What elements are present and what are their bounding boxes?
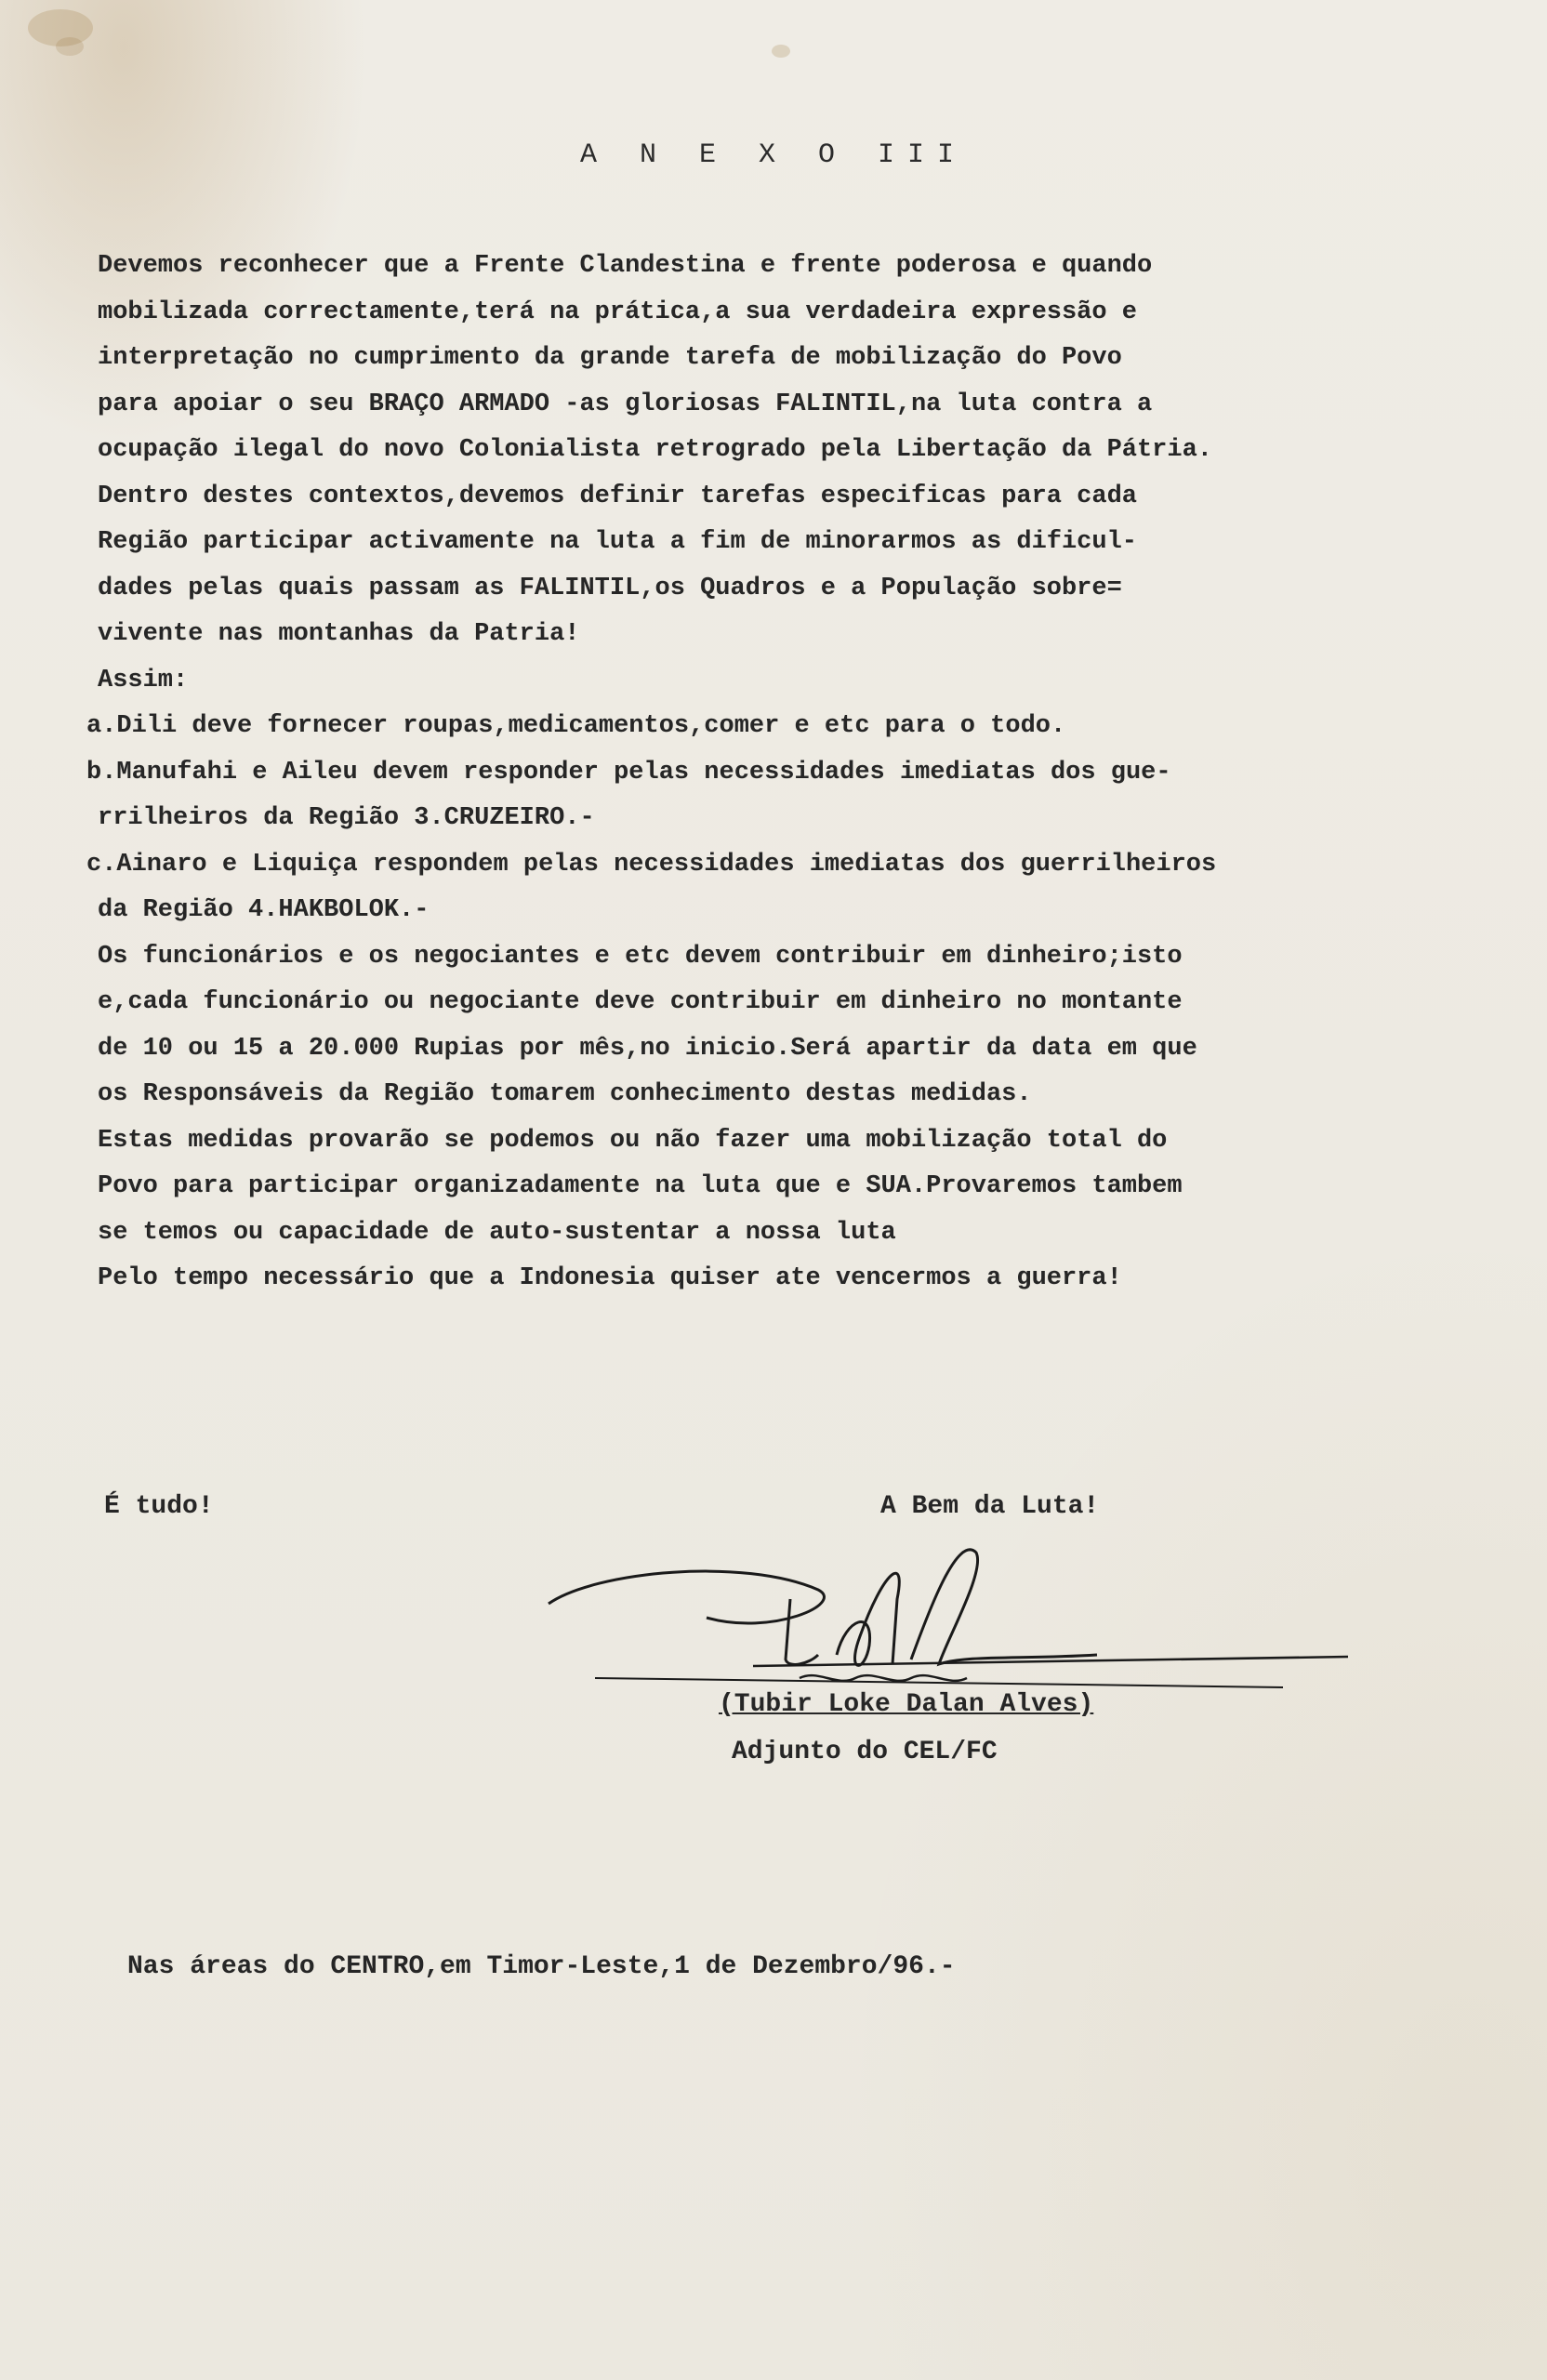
document-footer: Nas áreas do CENTRO,em Timor-Leste,1 de Dezembro/96.- [127, 1952, 956, 1981]
paragraph-line: dades pelas quais passam as FALINTIL,os Quadros e a População sobre= [98, 574, 1122, 602]
paragraph-line: Os funcionários e os negociantes e etc devem contribuir em dinheiro;isto [98, 942, 1183, 971]
list-marker: c. [86, 850, 117, 879]
document-body [86, 244, 1474, 1302]
paragraph-line: Assim: [98, 666, 189, 694]
paragraph-line: os Responsáveis da Região tomarem conhecimento destas medidas. [98, 1080, 1032, 1108]
handwritten-signature [539, 1515, 1357, 1701]
paragraph-line: interpretação no cumprimento da grande tarefa de mobilização do Povo [98, 344, 1122, 372]
signatory-name: (Tubir Loke Dalan Alves) [719, 1690, 1094, 1719]
list-item-continuation: rrilheiros da Região 3.CRUZEIRO.- [98, 804, 595, 832]
signatory-role: Adjunto do CEL/FC [732, 1738, 998, 1766]
list-item-text: Dili deve fornecer roupas,medicamentos,comer e etc para o todo. [116, 712, 1066, 740]
paragraph-line: Povo para participar organizadamente na luta que e SUA.Provaremos tambem [98, 1172, 1183, 1200]
list-item [86, 750, 1474, 797]
list-item [86, 704, 1474, 750]
paragraph-line: e,cada funcionário ou negociante deve contribuir em dinheiro no montante [98, 988, 1183, 1016]
paragraph-line: Estas medidas provarão se podemos ou não fazer uma mobilização total do [98, 1126, 1168, 1155]
page-title: A N E X O III [579, 139, 968, 171]
list-item [86, 842, 1474, 889]
stain-mark [772, 45, 790, 58]
paragraph-line: vivente nas montanhas da Patria! [98, 620, 580, 648]
paragraph-line: para apoiar o seu BRAÇO ARMADO -as gloriosas FALINTIL,na luta contra a [98, 390, 1153, 418]
sign-off-left: É tudo! [104, 1492, 214, 1521]
list-item-continuation: da Região 4.HAKBOLOK.- [98, 896, 430, 924]
list-item-text: Manufahi e Aileu devem responder pelas necessidades imediatas dos gue- [116, 758, 1171, 787]
stain-mark [56, 37, 84, 56]
paragraph-line: de 10 ou 15 a 20.000 Rupias por mês,no inicio.Será apartir da data em que [98, 1034, 1197, 1063]
paragraph-line: mobilizada correctamente,terá na prática,a sua verdadeira expressão e [98, 298, 1137, 326]
list-marker: b. [86, 758, 117, 787]
list-marker: a. [86, 712, 117, 740]
paragraph-line: Devemos reconhecer que a Frente Clandestina e frente poderosa e quando [98, 252, 1153, 280]
paragraph-line: Região participar activamente na luta a fim de minorarmos as dificul- [98, 528, 1137, 556]
paragraph-line: ocupação ilegal do novo Colonialista retrogrado pela Libertação da Pátria. [98, 436, 1212, 464]
paragraph-line: Dentro destes contextos,devemos definir tarefas especificas para cada [98, 482, 1137, 510]
paragraph-line: se temos ou capacidade de auto-sustentar a nossa luta [98, 1218, 896, 1247]
list-item-text: Ainaro e Liquiça respondem pelas necessidades imediatas dos guerrilheiros [116, 850, 1217, 879]
paragraph-line: Pelo tempo necessário que a Indonesia quiser ate vencermos a guerra! [98, 1264, 1122, 1292]
sign-off-right: A Bem da Luta! [880, 1492, 1100, 1521]
